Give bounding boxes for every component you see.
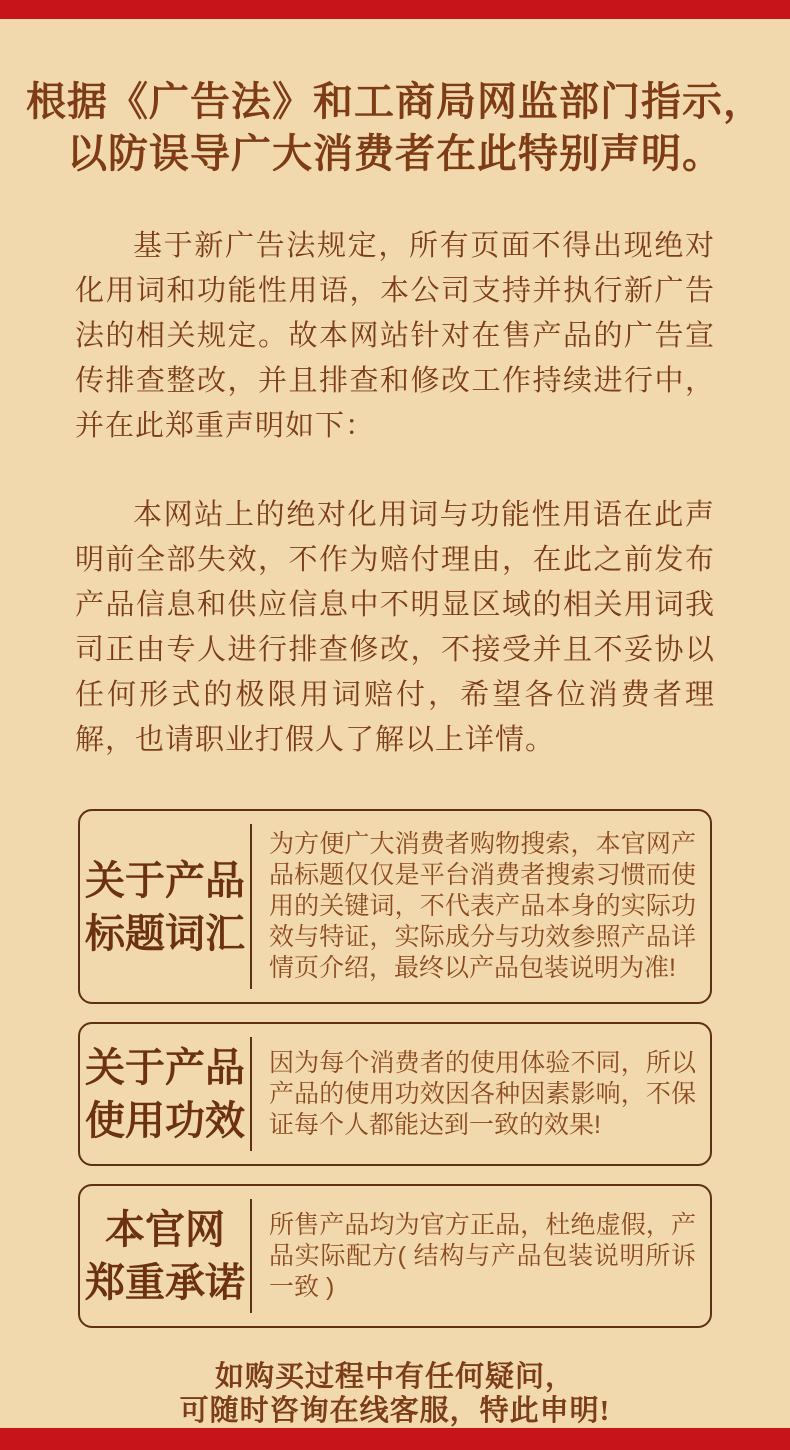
- notice-text-product-efficacy: 因为每个消费者的使用体验不同，所以产品的使用功效因各种因素影响，不保证每个人都能达到一致的效果!: [269, 1048, 696, 1139]
- notice-text-official-promise: 所售产品均为官方正品，杜绝虚假，产品实际配方( 结构与产品包装说明所诉一致 ): [269, 1210, 696, 1301]
- notice-label-line2: 标题词汇: [85, 910, 245, 956]
- page-title-line1: 根据《广告法》和工商局网监部门指示，: [26, 79, 764, 124]
- statement-paragraph-1: 基于新广告法规定，所有页面不得出现绝对化用词和功能性用语，本公司支持并执行新广告法的相关规定。故本网站针对在售产品的广告宣传排查整改，并且排查和修改工作持续进行中，并在此郑重声明如下：: [75, 230, 715, 442]
- footer-note: [0, 1360, 790, 1428]
- page-title-line2: 以防误导广大消费者在此特别声明。: [67, 131, 723, 176]
- notice-label-line1: 关于产品: [85, 857, 245, 903]
- bottom-accent-bar: [0, 1428, 790, 1450]
- notice-label-line2: 使用功效: [85, 1098, 245, 1143]
- top-accent-bar: [0, 0, 790, 19]
- notice-box-product-efficacy: [78, 1022, 712, 1166]
- notice-label-line1: 关于产品: [85, 1045, 245, 1090]
- statement-paragraph-2: 本网站上的绝对化用词与功能性用语在此声明前全部失效，不作为赔付理由，在此之前发布产品信息和供应信息中不明显区域的相关用词我司正由专人进行排查修改，不接受并且不妥协以任何形式的极限用词赔付，希望各位消费者理解，也请职业打假人了解以上详情。: [75, 499, 715, 756]
- notice-label-official-promise: [80, 1203, 250, 1309]
- page-title: [0, 76, 790, 180]
- notice-label-product-efficacy: [80, 1041, 250, 1147]
- notice-label-line1: 本官网: [105, 1207, 225, 1252]
- footer-note-line1: 如购买过程中有任何疑问，: [214, 1361, 575, 1393]
- notice-text-product-title: 为方便广大消费者购物搜索，本官网产品标题仅仅是平台消费者搜索习惯而使用的关键词，不代表产品本身的实际功效与特证，实际成分与功效参照产品详情页介绍，最终以产品包装说明为准!: [269, 830, 696, 982]
- notice-box-product-title: [78, 809, 712, 1004]
- notice-label-line2: 郑重承诺: [85, 1260, 245, 1305]
- footer-note-line2: 可随时咨询在线客服，特此申明!: [179, 1395, 611, 1427]
- notice-label-product-title: [80, 854, 250, 960]
- notice-box-official-promise: [78, 1184, 712, 1328]
